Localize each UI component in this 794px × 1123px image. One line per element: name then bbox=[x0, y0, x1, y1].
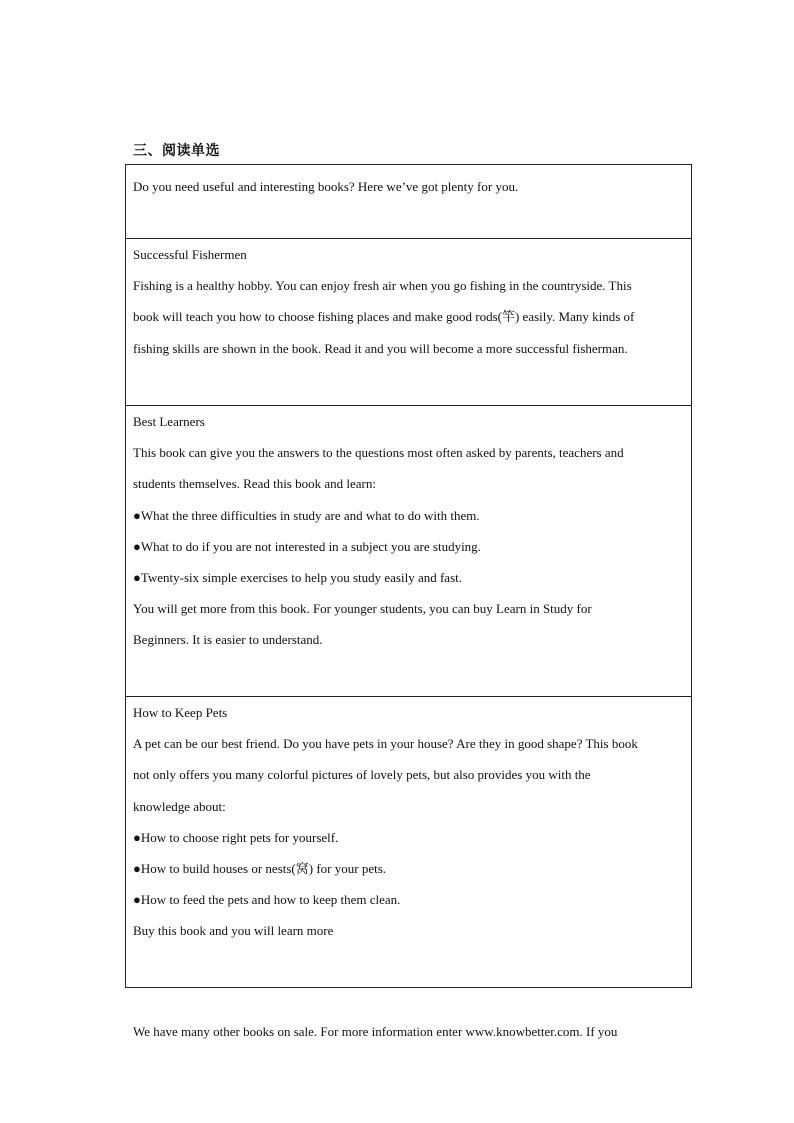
pets-bullet: ●How to feed the pets and how to keep them clean. bbox=[133, 892, 401, 908]
table-row-pets bbox=[126, 697, 692, 988]
fishermen-line: fishing skills are shown in the book. Read it and you will become a more successful fisherman. bbox=[133, 340, 628, 356]
pets-line: Buy this book and you will learn more bbox=[133, 923, 334, 939]
footer-text: We have many other books on sale. For more information enter www.knowbetter.com. If you bbox=[133, 1024, 618, 1039]
learners-line: You will get more from this book. For younger students, you can buy Learn in Study for bbox=[133, 601, 592, 617]
table-row-learners bbox=[126, 406, 692, 697]
book-title-learners: Best Learners bbox=[133, 414, 205, 429]
section-heading: 三、阅读单选 bbox=[133, 143, 220, 159]
pets-bullet: ●How to choose right pets for yourself. bbox=[133, 829, 339, 845]
learners-bullet: ●What the three difficulties in study are and what to do with them. bbox=[133, 507, 480, 523]
learners-bullet: ●Twenty-six simple exercises to help you study easily and fast. bbox=[133, 570, 462, 586]
fishermen-cell bbox=[126, 239, 692, 406]
books-table bbox=[125, 164, 692, 988]
pets-line: A pet can be our best friend. Do you have pets in your house? Are they in good shape? This book bbox=[133, 736, 638, 752]
learners-cell bbox=[126, 406, 692, 697]
book-title-fishermen: Successful Fishermen bbox=[133, 247, 247, 262]
pets-line: not only offers you many colorful pictures of lovely pets, but also provides you with the bbox=[133, 767, 591, 783]
book-title-pets: How to Keep Pets bbox=[133, 705, 228, 720]
fishermen-line: book will teach you how to choose fishing places and make good rods(竿) easily. Many kinds of bbox=[133, 309, 635, 325]
pets-cell bbox=[126, 697, 692, 988]
learners-line: students themselves. Read this book and learn: bbox=[133, 476, 376, 492]
learners-line: This book can give you the answers to the questions most often asked by parents, teachers and bbox=[133, 445, 624, 461]
intro-cell bbox=[126, 165, 692, 239]
table-row-fishermen bbox=[126, 239, 692, 406]
table-row-intro bbox=[126, 165, 692, 239]
pets-line: knowledge about: bbox=[133, 798, 226, 814]
fishermen-line: Fishing is a healthy hobby. You can enjoy fresh air when you go fishing in the countryside. This bbox=[133, 278, 632, 294]
learners-line: Beginners. It is easier to understand. bbox=[133, 632, 323, 648]
intro-text: Do you need useful and interesting books? Here we’ve got plenty for you. bbox=[133, 179, 519, 194]
learners-bullet: ●What to do if you are not interested in a subject you are studying. bbox=[133, 538, 481, 554]
pets-bullet: ●How to build houses or nests(窝) for your pets. bbox=[133, 861, 387, 877]
